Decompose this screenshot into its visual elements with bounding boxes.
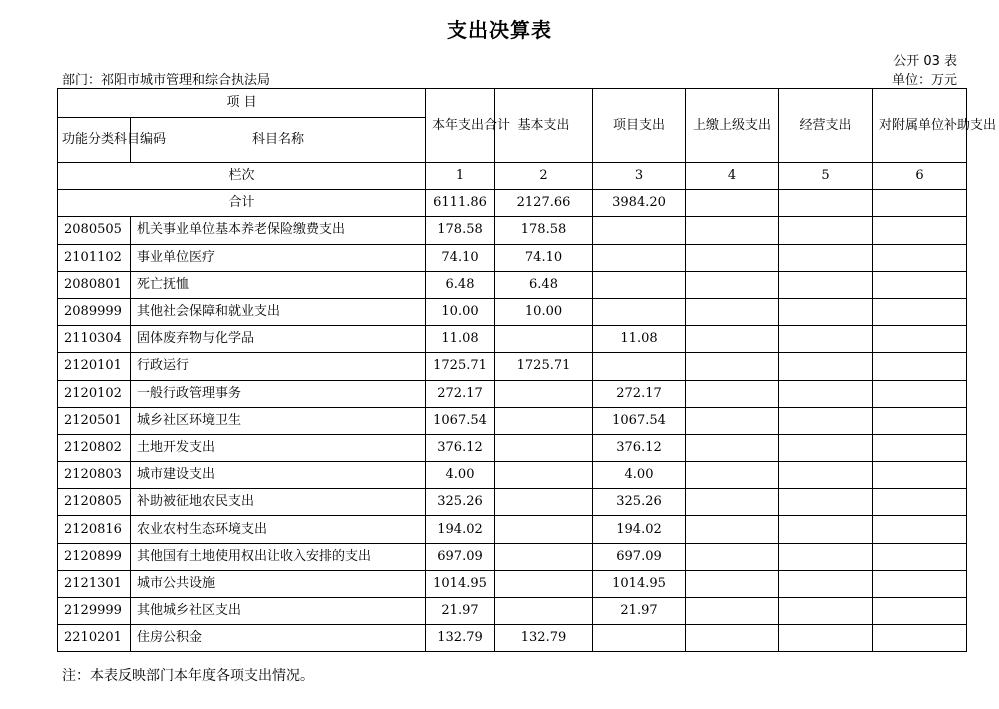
row-total: 74.10 [426,244,495,271]
row-total: 325.26 [426,489,495,516]
row-subsidy [873,380,967,407]
column-number: 3 [593,163,686,190]
row-subsidy [873,598,967,625]
row-project: 1067.54 [593,407,686,434]
row-basic [495,434,593,461]
column-number: 5 [779,163,873,190]
row-upper [686,434,779,461]
row-code: 2120803 [58,462,131,489]
row-business [779,298,873,325]
header-item: 项 目 [58,89,426,118]
row-subsidy [873,543,967,570]
row-total: 6.48 [426,271,495,298]
column-number: 2 [495,163,593,190]
row-basic: 6.48 [495,271,593,298]
row-upper [686,407,779,434]
row-project [593,271,686,298]
table-row [58,217,967,244]
row-project: 272.17 [593,380,686,407]
row-code: 2120816 [58,516,131,543]
header-upper: 上缴上级支出 [686,89,779,163]
row-upper [686,244,779,271]
row-basic [495,462,593,489]
row-subsidy [873,516,967,543]
row-basic: 178.58 [495,217,593,244]
row-upper [686,380,779,407]
row-project [593,625,686,652]
row-total: 21.97 [426,598,495,625]
row-basic: 74.10 [495,244,593,271]
table-row [58,434,967,461]
row-code: 2120805 [58,489,131,516]
row-subsidy [873,353,967,380]
total-label: 合计 [58,190,426,217]
department-label: 部门：祁阳市城市管理和综合执法局 [62,73,271,88]
table-row [58,489,967,516]
row-name: 其他社会保障和就业支出 [131,298,426,325]
row-upper [686,516,779,543]
row-basic [495,598,593,625]
row-project: 21.97 [593,598,686,625]
unit-label: 单位：万元 [891,73,957,88]
row-project [593,298,686,325]
row-business [779,516,873,543]
column-number: 6 [873,163,967,190]
row-upper [686,598,779,625]
row-basic [495,407,593,434]
row-code: 2120899 [58,543,131,570]
table-row [58,298,967,325]
form-code: 公开 03 表 [893,54,957,69]
row-subsidy [873,271,967,298]
row-upper [686,271,779,298]
row-basic [495,489,593,516]
total-basic: 2127.66 [495,190,593,217]
row-subsidy [873,326,967,353]
column-number: 4 [686,163,779,190]
row-business [779,598,873,625]
row-basic: 10.00 [495,298,593,325]
row-upper [686,625,779,652]
header-code: 功能分类科目编码 [58,118,131,163]
row-code: 2120802 [58,434,131,461]
row-business [779,271,873,298]
row-name: 其他国有土地使用权出让收入安排的支出 [131,543,426,570]
row-subsidy [873,625,967,652]
row-total: 697.09 [426,543,495,570]
table-row [58,271,967,298]
row-project [593,353,686,380]
row-name: 城市建设支出 [131,462,426,489]
total-amount: 6111.86 [426,190,495,217]
total-subsidy [873,190,967,217]
row-name: 城乡社区环境卫生 [131,407,426,434]
row-business [779,489,873,516]
page-title: 支出决算表 [447,18,552,42]
row-total: 10.00 [426,298,495,325]
row-total: 272.17 [426,380,495,407]
row-upper [686,462,779,489]
row-name: 其他城乡社区支出 [131,598,426,625]
row-business [779,217,873,244]
row-business [779,353,873,380]
header-total: 本年支出合计 [426,89,495,163]
row-basic [495,516,593,543]
row-name: 农业农村生态环境支出 [131,516,426,543]
row-name: 死亡抚恤 [131,271,426,298]
row-business [779,434,873,461]
row-total: 4.00 [426,462,495,489]
row-upper [686,217,779,244]
row-business [779,625,873,652]
total-upper [686,190,779,217]
row-subsidy [873,434,967,461]
row-name: 补助被征地农民支出 [131,489,426,516]
header-project: 项目支出 [593,89,686,163]
table-row [58,543,967,570]
row-name: 事业单位医疗 [131,244,426,271]
row-business [779,407,873,434]
row-name: 土地开发支出 [131,434,426,461]
row-business [779,462,873,489]
row-upper [686,353,779,380]
row-name: 城市公共设施 [131,570,426,597]
table-row [58,570,967,597]
row-upper [686,326,779,353]
table-row [58,625,967,652]
row-code: 2210201 [58,625,131,652]
row-subsidy [873,462,967,489]
total-row [58,190,967,217]
row-basic [495,543,593,570]
total-business [779,190,873,217]
table-row [58,598,967,625]
row-project: 11.08 [593,326,686,353]
row-project: 1014.95 [593,570,686,597]
row-total: 178.58 [426,217,495,244]
row-upper [686,489,779,516]
total-project: 3984.20 [593,190,686,217]
row-code: 2129999 [58,598,131,625]
row-project [593,217,686,244]
row-basic: 132.79 [495,625,593,652]
table-row [58,326,967,353]
row-business [779,244,873,271]
row-name: 住房公积金 [131,625,426,652]
row-subsidy [873,298,967,325]
row-code: 2110304 [58,326,131,353]
row-project: 376.12 [593,434,686,461]
row-code: 2080801 [58,271,131,298]
row-upper [686,570,779,597]
row-upper [686,298,779,325]
row-name: 固体废弃物与化学品 [131,326,426,353]
table-row [58,462,967,489]
column-number-label: 栏次 [58,163,426,190]
row-code: 2120501 [58,407,131,434]
row-project: 697.09 [593,543,686,570]
row-subsidy [873,244,967,271]
row-basic [495,380,593,407]
row-upper [686,543,779,570]
header-business: 经营支出 [779,89,873,163]
row-subsidy [873,570,967,597]
column-number-row [58,163,967,190]
row-name: 一般行政管理事务 [131,380,426,407]
row-business [779,570,873,597]
row-basic: 1725.71 [495,353,593,380]
row-code: 2080505 [58,217,131,244]
header-name: 科目名称 [131,118,426,163]
row-total: 376.12 [426,434,495,461]
row-business [779,543,873,570]
table-row [58,244,967,271]
header-row-1 [58,89,967,118]
row-code: 2089999 [58,298,131,325]
row-business [779,380,873,407]
footnote: 注：本表反映部门本年度各项支出情况。 [62,668,314,684]
table-row [58,516,967,543]
row-project: 4.00 [593,462,686,489]
row-subsidy [873,217,967,244]
header-subsidy: 对附属单位补助支出 [873,89,967,163]
row-total: 132.79 [426,625,495,652]
row-code: 2120101 [58,353,131,380]
row-total: 194.02 [426,516,495,543]
row-subsidy [873,489,967,516]
row-basic [495,326,593,353]
row-project: 325.26 [593,489,686,516]
row-project [593,244,686,271]
row-name: 机关事业单位基本养老保险缴费支出 [131,217,426,244]
table-row [58,407,967,434]
row-business [779,326,873,353]
row-total: 1725.71 [426,353,495,380]
row-subsidy [873,407,967,434]
row-name: 行政运行 [131,353,426,380]
row-code: 2121301 [58,570,131,597]
row-code: 2101102 [58,244,131,271]
table-row [58,353,967,380]
row-total: 1014.95 [426,570,495,597]
row-code: 2120102 [58,380,131,407]
row-basic [495,570,593,597]
row-total: 1067.54 [426,407,495,434]
table-row [58,380,967,407]
row-total: 11.08 [426,326,495,353]
column-number: 1 [426,163,495,190]
header-basic: 基本支出 [495,89,593,163]
row-project: 194.02 [593,516,686,543]
expenditure-table [57,88,997,652]
